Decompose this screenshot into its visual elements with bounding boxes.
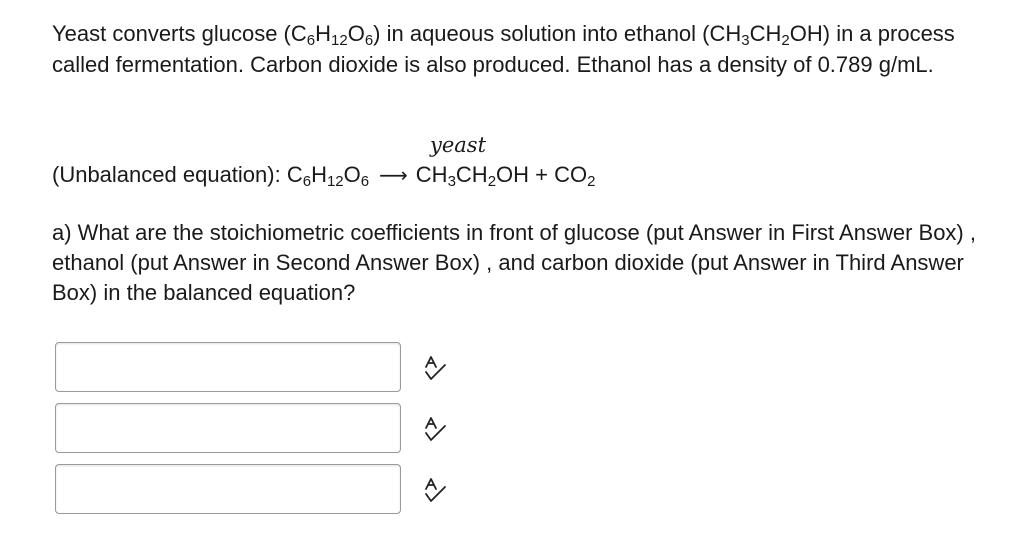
intro-text: Yeast converts glucose (C (52, 21, 307, 46)
answer-input-glucose[interactable] (55, 342, 401, 392)
answer-row-1 (55, 342, 495, 396)
subscript: 12 (326, 173, 344, 190)
subscript: 6 (364, 32, 374, 49)
answer-input-ethanol[interactable] (55, 403, 401, 453)
subscript: 12 (331, 32, 348, 49)
question-text: a) What are the stoichiometric coefficients in front of glucose (put Answer in First Answer Box) , ethanol (put Answer in Second Answer Box) , and carbon dioxide (put Answer in Third Answer Box) in the balanced equation? (52, 220, 976, 305)
equation-text: H (311, 162, 327, 187)
equation-text: CH (455, 162, 488, 187)
subscript: 2 (487, 173, 497, 190)
unbalanced-equation (52, 160, 595, 190)
subscript: 2 (587, 173, 596, 190)
intro-text: ) in aqueous solution into ethanol (CH (373, 21, 742, 46)
intro-text: O (347, 21, 365, 46)
subscript: 6 (360, 173, 370, 190)
subscript: 6 (302, 173, 312, 190)
intro-text: H (315, 21, 331, 46)
subscript: 3 (741, 32, 750, 49)
subscript: 2 (781, 32, 790, 49)
subscript: 3 (447, 173, 456, 190)
equation-label: (Unbalanced equation): C (52, 162, 303, 187)
problem-intro (52, 18, 1002, 80)
reaction-arrow-icon: ⟶ (379, 163, 408, 187)
answer-row-2 (55, 403, 495, 457)
spell-check-icon[interactable] (423, 476, 449, 504)
answer-row-3 (55, 464, 495, 518)
subscript: 6 (306, 32, 316, 49)
equation-text: CH (415, 162, 448, 187)
intro-text: OH) in a process called fermentation. Carbon dioxide is also produced. Ethanol has a density of 0.789 g/mL. (52, 21, 955, 77)
answer-input-carbon-dioxide[interactable] (55, 464, 401, 514)
catalyst-label: yeast (430, 133, 487, 157)
spell-check-icon[interactable] (423, 354, 449, 382)
intro-text: CH (749, 21, 782, 46)
equation-text: O (343, 162, 361, 187)
spell-check-icon[interactable] (423, 415, 449, 443)
equation-text: OH + CO (496, 162, 588, 187)
